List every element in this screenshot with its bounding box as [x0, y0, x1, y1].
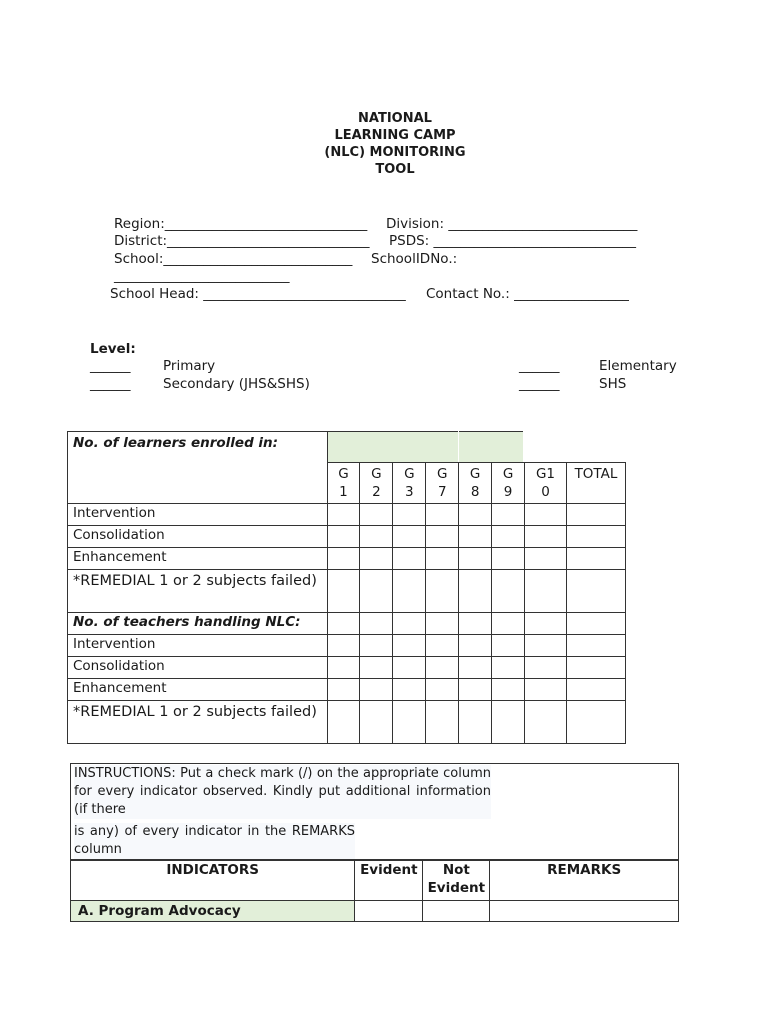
title-line-3: (NLC) MONITORING — [324, 145, 466, 160]
not-evident-header: Not Evident — [423, 860, 490, 901]
total-header: TOTAL — [566, 463, 625, 504]
grade-g10: G1 0 — [525, 463, 567, 504]
grade-g7: G 7 — [426, 463, 459, 504]
secondary-label: Secondary (JHS&SHS) — [163, 376, 310, 392]
section-a-program-advocacy: A. Program Advocacy — [71, 901, 355, 922]
section-a-not-evident-cell[interactable] — [423, 901, 490, 922]
instructions-part1: INSTRUCTIONS: Put a check mark (/) on the appropriate column for every indicator observed. Kindly put additional information (if there — [74, 766, 491, 817]
shs-label: SHS — [599, 376, 627, 392]
enrollment-table — [67, 431, 626, 744]
indicators-header: INDICATORS — [71, 860, 355, 901]
row-label: Consolidation — [68, 526, 328, 548]
grade-g1: G 1 — [327, 463, 360, 504]
grade-g9: G 9 — [492, 463, 525, 504]
secondary-blank[interactable]: ______ — [90, 376, 131, 392]
grade-g8: G 8 — [459, 463, 492, 504]
instructions-part2: is any) of every indicator in the REMARKS column — [74, 824, 355, 857]
table-row — [68, 679, 626, 701]
title-line-1: NATIONAL — [358, 111, 432, 126]
primary-label: Primary — [163, 358, 216, 374]
shs-blank[interactable]: ______ — [519, 376, 560, 392]
school-head-field[interactable]: School Head: ______________________________ — [110, 286, 406, 302]
teachers-header: No. of teachers handling NLC: — [68, 613, 328, 635]
table-row — [68, 504, 626, 526]
table-row — [68, 548, 626, 570]
elementary-label: Elementary — [599, 358, 677, 374]
row-label: Intervention — [68, 635, 328, 657]
indicators-table — [70, 859, 679, 922]
grade-g2: G 2 — [360, 463, 393, 504]
psds-field[interactable]: PSDS: ______________________________ — [389, 233, 637, 249]
row-label: *REMEDIAL 1 or 2 subjects failed) — [68, 701, 328, 744]
title-line-4: TOOL — [375, 162, 415, 177]
row-label: Enhancement — [68, 548, 328, 570]
school-id-field[interactable]: SchoolIDNo.: — [371, 251, 458, 267]
header-spacer — [327, 432, 625, 463]
row-label: Intervention — [68, 504, 328, 526]
table-row — [68, 526, 626, 548]
elementary-blank[interactable]: ______ — [519, 358, 560, 374]
evident-header: Evident — [355, 860, 423, 901]
grade-g3: G 3 — [393, 463, 426, 504]
contact-field[interactable]: Contact No.: _________________ — [426, 286, 629, 302]
row-label: Enhancement — [68, 679, 328, 701]
region-field[interactable]: Region:______________________________ — [114, 216, 368, 232]
document-title — [300, 110, 490, 178]
district-field[interactable]: District:______________________________ — [114, 233, 370, 249]
school-id-line[interactable]: __________________________ — [114, 268, 290, 284]
title-line-2: LEARNING CAMP — [334, 128, 456, 143]
enrolled-header: No. of learners enrolled in: — [68, 432, 328, 504]
division-field[interactable]: Division: ____________________________ — [386, 216, 638, 232]
primary-blank[interactable]: ______ — [90, 358, 131, 374]
school-field[interactable]: School:____________________________ — [114, 251, 353, 267]
section-a-evident-cell[interactable] — [355, 901, 423, 922]
table-row — [68, 613, 626, 635]
section-a-remarks-cell[interactable] — [490, 901, 679, 922]
table-row — [68, 657, 626, 679]
row-label: Consolidation — [68, 657, 328, 679]
table-row — [68, 570, 626, 613]
row-label: *REMEDIAL 1 or 2 subjects failed) — [68, 570, 328, 613]
remarks-header: REMARKS — [490, 860, 679, 901]
table-row — [68, 701, 626, 744]
table-row — [68, 635, 626, 657]
level-label: Level: — [90, 341, 136, 357]
